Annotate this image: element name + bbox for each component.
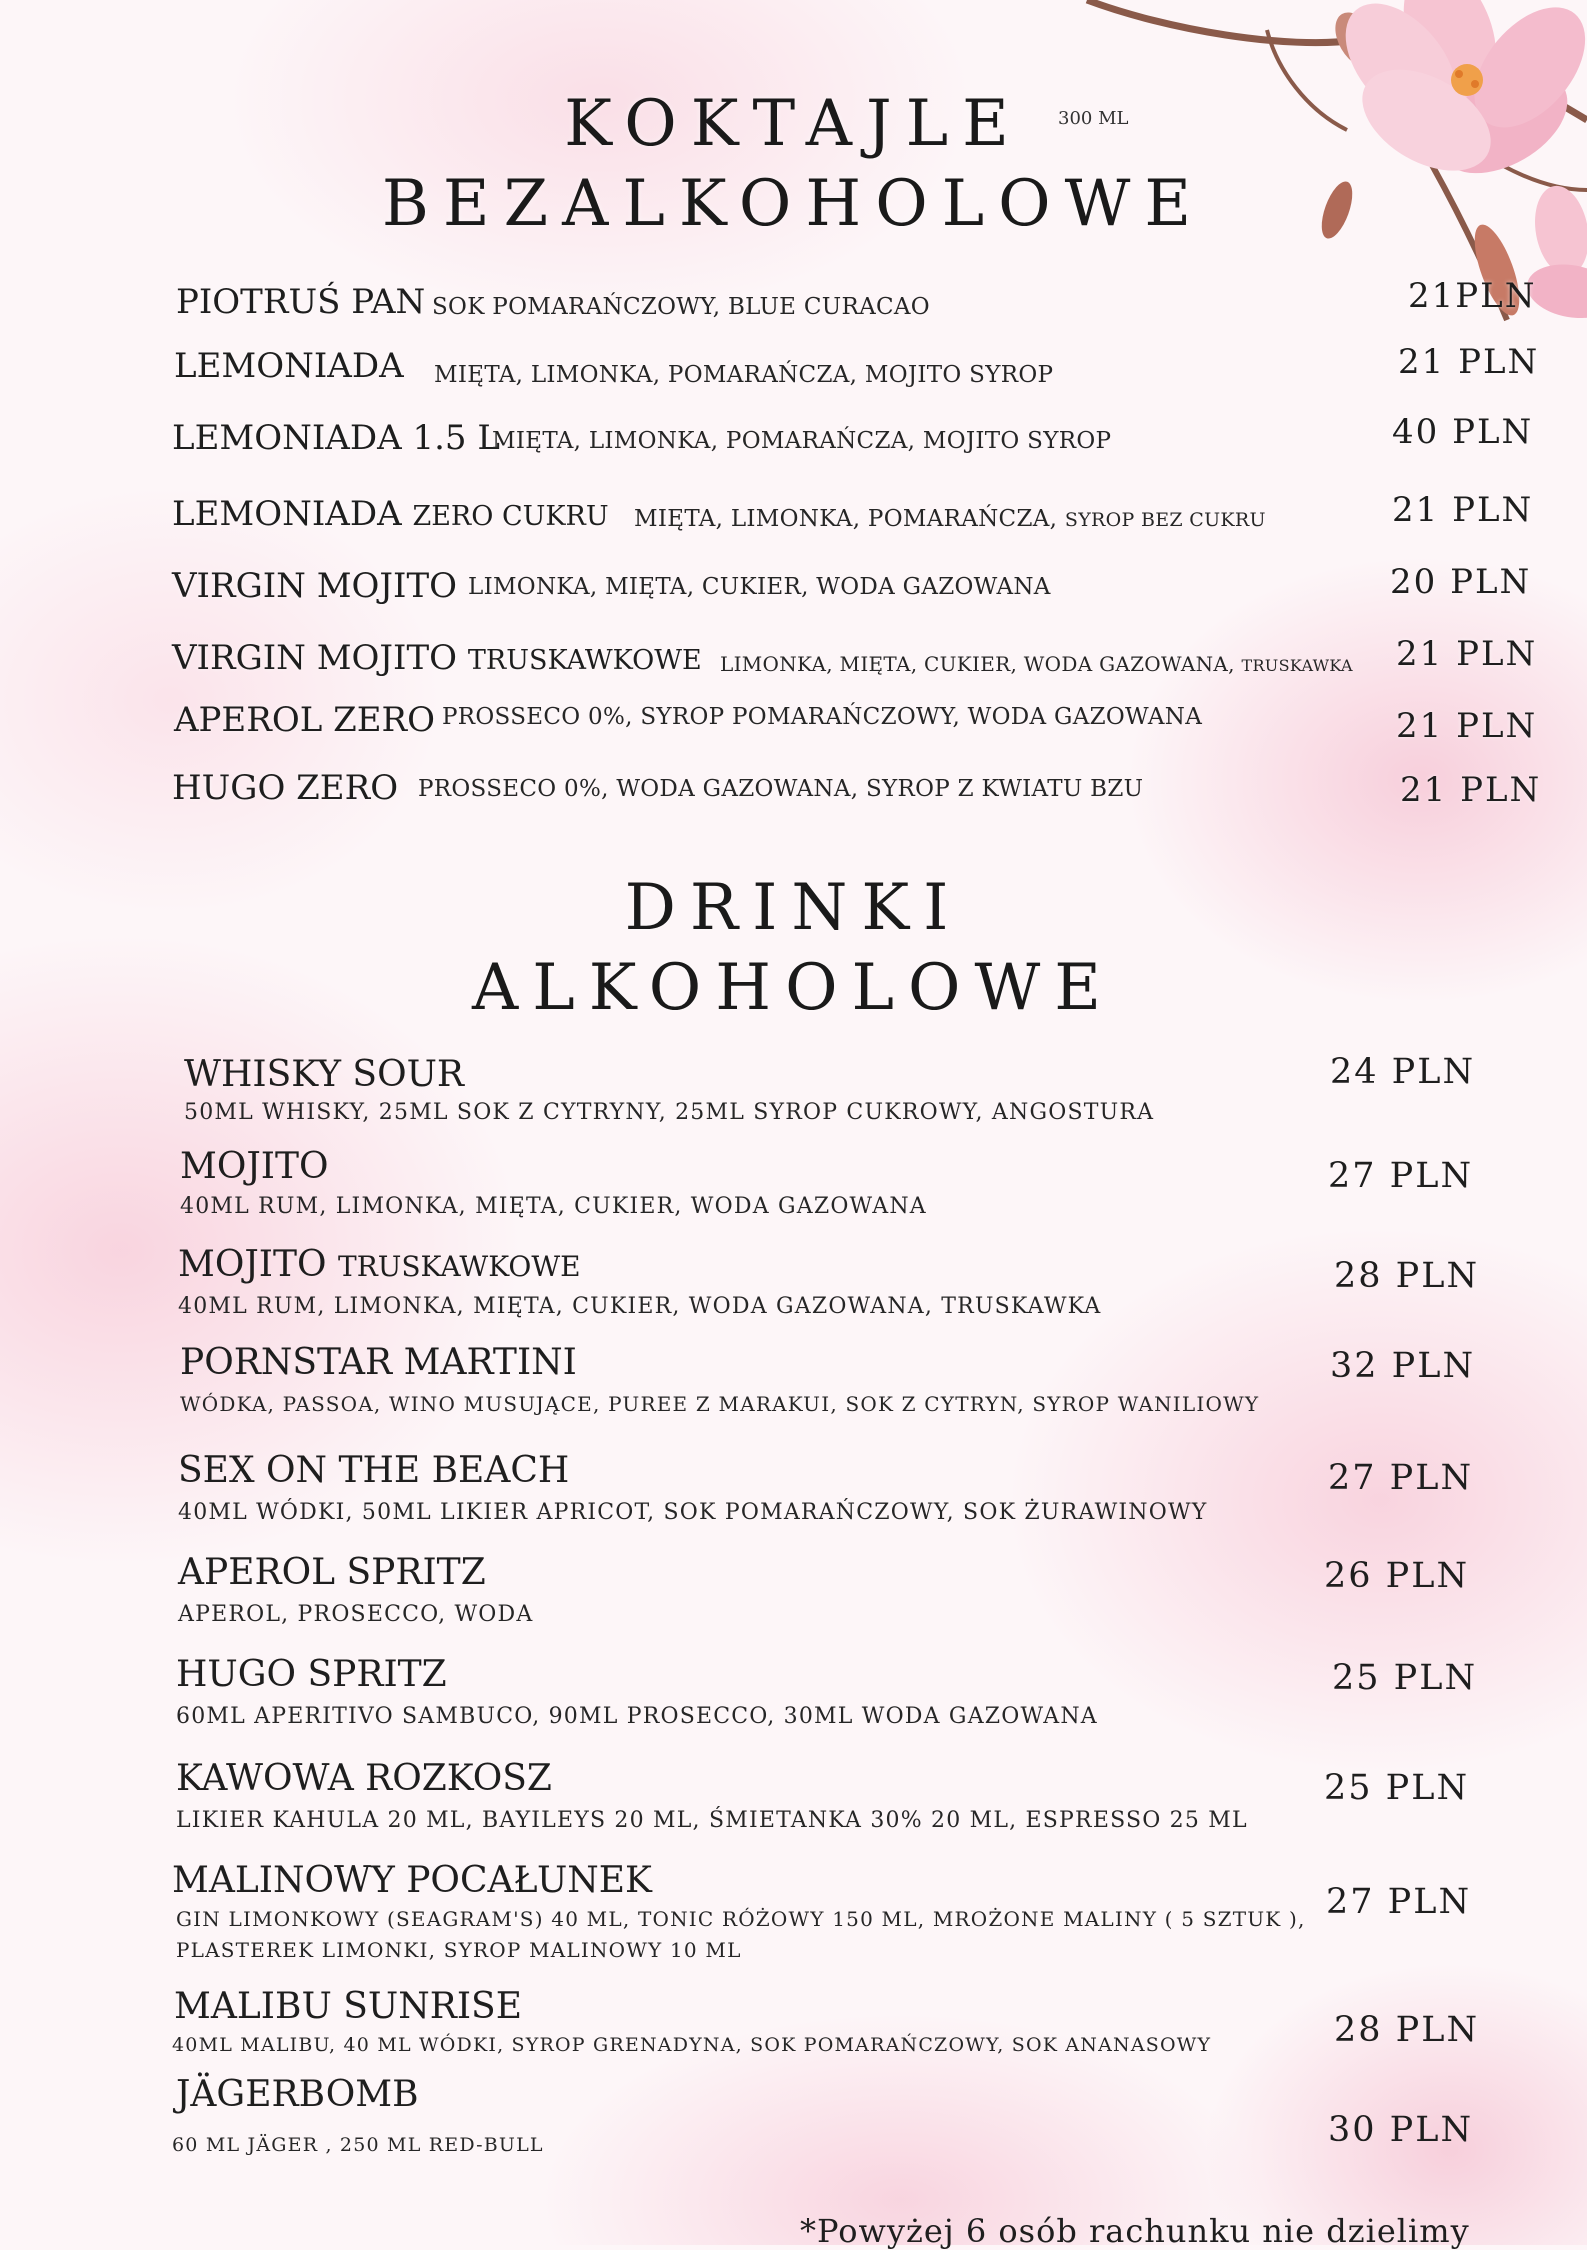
item-price: 27 PLN	[1328, 1156, 1474, 1196]
item-price: 25 PLN	[1332, 1658, 1478, 1698]
item-desc-group	[634, 506, 1266, 532]
item-price: 21 PLN	[1396, 706, 1538, 746]
item-desc: 60 ML JÄGER , 250 ML RED-BULL	[172, 2134, 544, 2156]
item-desc: MIĘTA, LIMONKA, POMARAŃCZA, MOJITO SYROP	[434, 362, 1054, 388]
item-name-suffix: TRUSKAWKOWE	[338, 1250, 581, 1283]
item-name: PIOTRUŚ PAN	[176, 282, 426, 322]
item-price: 21 PLN	[1392, 490, 1534, 530]
item-name: APEROL ZERO	[174, 700, 436, 740]
title-line-1: DRINKI	[624, 871, 963, 945]
item-price: 30 PLN	[1328, 2110, 1474, 2150]
item-name-group	[172, 638, 702, 678]
title-line-2: ALKOHOLOWE	[471, 951, 1116, 1025]
item-price: 27 PLN	[1326, 1882, 1472, 1922]
item-desc-group	[720, 652, 1353, 676]
item-price: 32 PLN	[1330, 1346, 1476, 1386]
item-price: 21 PLN	[1396, 634, 1538, 674]
item-price: 25 PLN	[1324, 1768, 1470, 1808]
item-price: 21PLN	[1408, 276, 1537, 316]
section-title-drinks	[0, 868, 1587, 1028]
item-name-group	[178, 1244, 581, 1285]
item-price: 20 PLN	[1390, 562, 1532, 602]
title-line-2: BEZALKOHOLOWE	[381, 167, 1206, 241]
item-name: JÄGERBOMB	[176, 2074, 419, 2115]
item-name: PORNSTAR MARTINI	[180, 1342, 577, 1383]
list-item	[0, 562, 1587, 626]
item-name: VIRGIN MOJITO	[172, 566, 458, 606]
list-item	[0, 768, 1587, 828]
size-note: 300 ML	[1058, 108, 1129, 129]
item-name: HUGO ZERO	[172, 768, 399, 808]
item-name: MALINOWY POCAŁUNEK	[172, 1860, 652, 1901]
item-desc-suffix: SYROP BEZ CUKRU	[1064, 509, 1266, 531]
item-name: LEMONIADA	[172, 494, 402, 534]
list-item	[0, 490, 1587, 554]
item-price: 27 PLN	[1328, 1458, 1474, 1498]
item-price: 40 PLN	[1392, 412, 1534, 452]
item-price: 28 PLN	[1334, 1256, 1480, 1296]
item-price: 21 PLN	[1398, 342, 1540, 382]
item-desc: SOK POMARAŃCZOWY, BLUE CURACAO	[432, 294, 930, 320]
item-desc: PROSSECO 0%, SYROP POMARAŃCZOWY, WODA GAZOWANA	[442, 704, 1203, 730]
item-desc: MIĘTA, LIMONKA, POMARAŃCZA, MOJITO SYROP	[492, 428, 1112, 454]
item-name: KAWOWA ROZKOSZ	[176, 1758, 552, 1799]
item-desc: LIMONKA, MIĘTA, CUKIER, WODA GAZOWANA	[468, 574, 1051, 600]
title-line-1: KOKTAJLE	[564, 87, 1023, 161]
section-title-mocktails	[0, 84, 1587, 244]
item-desc-suffix: TRUSKAWKA	[1241, 656, 1353, 675]
list-item	[0, 342, 1587, 406]
list-item	[0, 412, 1587, 478]
item-price: 24 PLN	[1330, 1052, 1476, 1092]
item-price: 28 PLN	[1334, 2010, 1480, 2050]
item-price: 26 PLN	[1324, 1556, 1470, 1596]
item-desc: 40ML RUM, LIMONKA, MIĘTA, CUKIER, WODA GAZOWANA, TRUSKAWKA	[178, 1294, 1102, 1319]
item-name: MOJITO	[178, 1244, 327, 1285]
item-desc: 60ML APERITIVO SAMBUCO, 90ML PROSECCO, 30ML WODA GAZOWANA	[176, 1704, 1098, 1729]
item-desc: APEROL, PROSECCO, WODA	[178, 1602, 534, 1627]
item-price: 21 PLN	[1400, 770, 1542, 810]
item-name-suffix: TRUSKAWKOWE	[467, 645, 702, 676]
item-desc: 40ML WÓDKI, 50ML LIKIER APRICOT, SOK POMARAŃCZOWY, SOK ŻURAWINOWY	[178, 1500, 1208, 1525]
item-desc: 40ML MALIBU, 40 ML WÓDKI, SYROP GRENADYNA, SOK POMARAŃCZOWY, SOK ANANASOWY	[172, 2034, 1212, 2056]
list-item	[0, 700, 1587, 760]
item-name: LEMONIADA	[174, 346, 404, 386]
item-name: WHISKY SOUR	[184, 1054, 465, 1095]
item-name: MOJITO	[180, 1146, 329, 1187]
footer-note: *Powyżej 6 osób rachunku nie dzielimy	[800, 2212, 1470, 2250]
item-desc: LIMONKA, MIĘTA, CUKIER, WODA GAZOWANA,	[720, 652, 1235, 676]
list-item	[0, 634, 1587, 698]
item-desc: MIĘTA, LIMONKA, POMARAŃCZA,	[634, 506, 1058, 532]
item-name: APEROL SPRITZ	[178, 1552, 486, 1593]
item-name-group	[172, 494, 609, 534]
item-name: LEMONIADA 1.5 L	[172, 418, 500, 458]
item-name: MALIBU SUNRISE	[174, 1986, 522, 2027]
item-name: VIRGIN MOJITO	[172, 638, 458, 678]
item-name: HUGO SPRITZ	[176, 1654, 447, 1695]
item-desc: WÓDKA, PASSOA, WINO MUSUJĄCE, PUREE Z MARAKUI, SOK Z CYTRYN, SYROP WANILIOWY	[180, 1392, 1260, 1416]
item-desc: 50ML WHISKY, 25ML SOK Z CYTRYNY, 25ML SYROP CUKROWY, ANGOSTURA	[184, 1100, 1155, 1125]
item-desc: 40ML RUM, LIMONKA, MIĘTA, CUKIER, WODA GAZOWANA	[180, 1194, 927, 1219]
item-name: SEX ON THE BEACH	[178, 1450, 570, 1491]
item-desc: PROSSECO 0%, WODA GAZOWANA, SYROP Z KWIATU BZU	[418, 776, 1144, 802]
list-item	[0, 276, 1587, 342]
item-desc: GIN LIMONKOWY (SEAGRAM'S) 40 ML, TONIC RÓŻOWY 150 ML, MROŻONE MALINY ( 5 SZTUK ), PLASTEREK LIMONKI, SYROP MALINOWY 10 ML	[176, 1907, 1306, 1962]
item-name-suffix: ZERO CUKRU	[412, 501, 609, 532]
item-desc: LIKIER KAHULA 20 ML, BAYILEYS 20 ML, ŚMIETANKA 30% 20 ML, ESPRESSO 25 ML	[176, 1808, 1248, 1833]
